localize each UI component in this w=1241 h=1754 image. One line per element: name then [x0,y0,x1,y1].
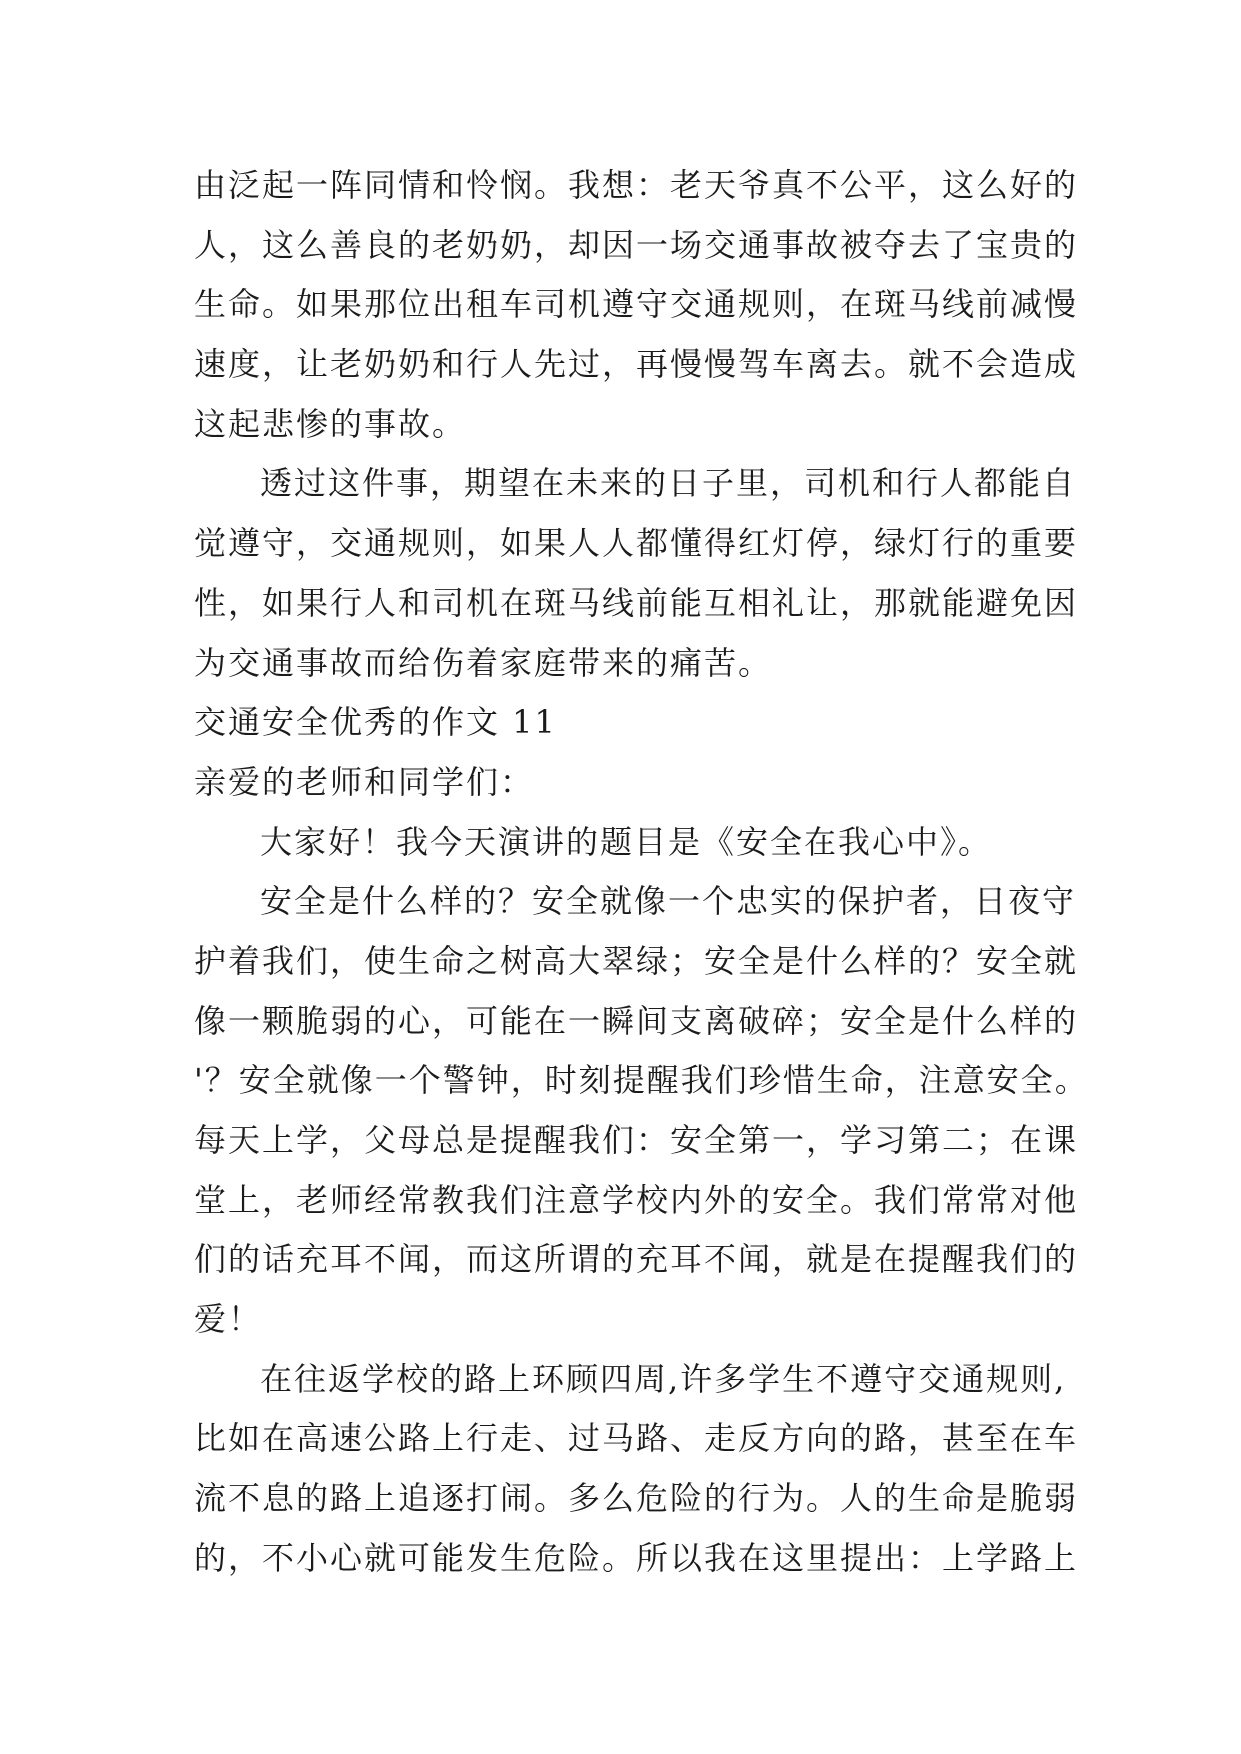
text-line: 的，不小心就可能发生危险。所以我在这里提出：上学路上 [194,1538,1079,1577]
text-line: 人，这么善良的老奶奶，却因一场交通事故被夺去了宝贵的 [194,225,1079,264]
text-line: 流不息的路上追逐打闹。多么危险的行为。人的生命是脆弱 [194,1479,1079,1518]
text-line: 性，如果行人和司机在斑马线前能互相礼让，那就能避免因 [194,583,1079,622]
text-line: 堂上，老师经常教我们注意学校内外的安全。我们常常对他 [194,1180,1079,1219]
text-line: 比如在高速公路上行走、过马路、走反方向的路，甚至在车 [194,1419,1079,1458]
text-line: 每天上学，父母总是提醒我们：安全第一，学习第二；在课 [194,1121,1079,1159]
paragraph-first-line: 大家好！我今天演讲的题目是《安全在我心中》。 [260,822,993,861]
paragraph-first-line: 在往返学校的路上环顾四周,许多学生不遵守交通规则, [260,1359,1067,1398]
text-line: 觉遵守，交通规则，如果人人都懂得红灯停，绿灯行的重要 [194,524,1079,563]
text-line: 护着我们，使生命之树高大翠绿；安全是什么样的？安全就 [194,941,1079,980]
text-line: 生命。如果那位出租车司机遵守交通规则，在斑马线前减慢 [194,285,1079,324]
text-line: 爱！ [194,1300,263,1339]
text-line: 为交通事故而给伤着家庭带来的痛苦。 [194,643,773,682]
text-line: 速度，让老奶奶和行人先过，再慢慢驾车离去。就不会造成 [194,345,1079,384]
section-title: 交通安全优秀的作文 11 [194,703,557,742]
paragraph-first-line: 透过这件事，期望在未来的日子里，司机和行人都能自 [260,464,1077,503]
text-line: 像一颗脆弱的心，可能在一瞬间支离破碎；安全是什么样的 [194,1001,1079,1040]
text-line: 由泛起一阵同情和怜悯。我想：老天爷真不公平，这么好的 [194,166,1079,204]
text-line: '？安全就像一个警钟，时刻提醒我们珍惜生命，注意安全。 [194,1061,1089,1100]
salutation: 亲爱的老师和同学们： [194,762,535,801]
paragraph-first-line: 安全是什么样的？安全就像一个忠实的保护者，日夜守 [260,882,1077,921]
document-body [194,156,1089,1589]
text-line: 们的话充耳不闻，而这所谓的充耳不闻，就是在提醒我们的 [194,1240,1079,1279]
text-line: 这起悲惨的事故。 [194,404,467,443]
